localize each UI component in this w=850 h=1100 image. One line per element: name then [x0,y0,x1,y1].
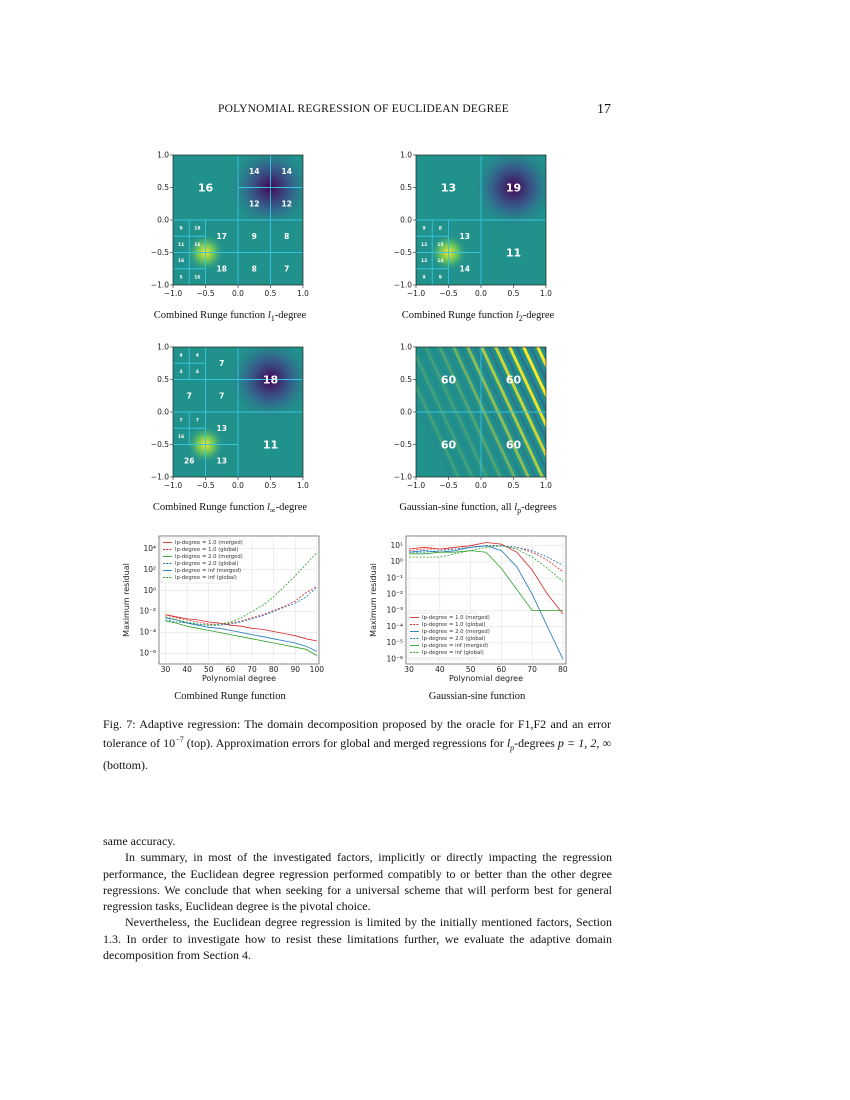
y-tick-label: 0.5 [400,183,412,193]
region-degree-label: 60 [505,438,522,452]
region-degree-label: 14 [281,166,292,176]
legend-entry: lp-degree = 1.0 (global) [175,547,239,553]
paragraph-limitations: Nevertheless, the Euclidean degree regression is limited by the initially mentioned factors, Section 1.3. In order to investigate how to resist these limitations further, we evaluate the adaptive domain decomposition from Section 4. [103,915,612,963]
y-tick-label: 0.0 [400,407,412,417]
x-tick-label: 0.5 [507,289,520,298]
region-degree-label: 7 [195,418,199,424]
x-tick-label: 50 [465,665,476,674]
y-tick-label: 10⁰ [390,557,403,567]
x-tick-label: 60 [225,665,236,674]
running-title: POLYNOMIAL REGRESSION OF EUCLIDEAN DEGREE [218,103,509,115]
region-degree-label: 12 [420,259,428,265]
x-tick-label: 100 [309,665,325,674]
x-tick-label: −1.0 [163,289,183,298]
region-degree-label: 14 [459,264,470,274]
region-degree-label: 60 [440,373,457,387]
x-tick-label: 0.5 [264,481,277,490]
y-tick-label: 0.0 [157,407,169,417]
y-tick-label: 10¹ [390,540,403,550]
y-tick-label: −0.5 [150,248,169,258]
paragraph-continuation: same accuracy. [103,834,176,848]
y-tick-label: −0.5 [393,440,412,450]
legend-entry: lp-degree = 1.0 (merged) [175,540,243,546]
x-tick-label: 60 [496,665,507,674]
region-degree-label: 9 [422,226,426,232]
heatmap-panel-l1 [140,145,320,300]
legend-entry: lp-degree = inf (global) [422,650,484,656]
body-text [103,833,612,963]
subcaption-linf: Combined Runge function $l_\infty$-degree [152,502,308,516]
y-tick-label: 1.0 [400,150,412,160]
region-degree-label: 7 [179,418,183,424]
region-degree-label: 11 [505,246,522,260]
stripe [547,337,617,487]
y-tick-label: 10⁰ [143,585,156,595]
region-degree-label: 5 [179,275,183,281]
legend-entry: lp-degree = 1.0 (merged) [422,615,490,621]
region-degree-label: 8 [438,226,442,232]
region-degree-label: 4 [195,369,199,375]
region-degree-label: 16 [194,242,201,248]
region-degree-label: 11 [262,438,279,452]
region-degree-label: 17 [216,231,227,241]
residual-chart-gaussian-sine-svg [362,530,577,688]
y-tick-label: 0.5 [400,375,412,385]
figure-label: Fig. 7: [103,717,136,731]
running-header [0,103,850,119]
x-tick-label: −1.0 [406,481,426,490]
legend-entry: lp-degree = 2.0 (global) [422,636,486,642]
region-degree-label: 4 [179,353,183,359]
heatmap-field [173,145,313,285]
x-tick-label: 80 [268,665,279,674]
region-degree-label: 11 [177,242,185,248]
x-tick-label: −0.5 [196,289,215,298]
region-degree-label: 60 [440,438,457,452]
y-tick-label: 10⁻³ [386,605,403,615]
region-degree-label: 16 [197,181,214,195]
region-degree-label: 9 [251,231,257,241]
subcaption-l2: Combined Runge function $l_2$-degree [401,310,555,324]
y-tick-label: 0.5 [157,183,169,193]
residual-chart-gaussian-sine [362,530,577,688]
heatmap-field [386,337,631,487]
y-tick-label: 10⁻⁵ [386,638,403,648]
x-tick-label: 80 [558,665,568,674]
y-tick-label: 10⁻⁴ [139,627,156,637]
region-degree-label: 13 [216,423,227,433]
y-tick-label: 10⁻² [139,606,156,616]
heatmap-panel-l2 [383,145,563,300]
residual-chart-runge-svg [115,530,330,688]
y-tick-label: 0.0 [157,215,169,225]
region-degree-label: 7 [219,391,225,401]
region-degree-label: 7 [219,358,225,368]
subcaption-gaussian-residual: Gaussian-sine function [428,691,526,702]
region-degree-label: 9 [438,275,442,281]
x-tick-label: 1.0 [297,481,309,490]
legend-entry: lp-degree = 2.0 (merged) [175,554,243,560]
x-tick-label: 30 [160,665,171,674]
y-tick-label: 10⁻⁶ [386,654,403,664]
region-degree-label: 9 [422,275,426,281]
x-tick-label: 1.0 [540,289,552,298]
paragraph-summary: In summary, in most of the investigated factors, implicitly or directly impacting the regression performance, the Euclidean degree regression performed compatibly to or better than the other degree regressions. We conclude that when seeking for a universal scheme that will perform best for general regression tasks, Euclidean degree is the pivotal choice. [103,850,612,914]
x-tick-label: 30 [404,665,414,674]
y-axis-label: Maximum residual [122,563,131,637]
region-degree-label: 15 [437,242,444,248]
x-tick-label: 1.0 [297,289,309,298]
region-degree-label: 8 [251,264,257,274]
x-tick-label: 40 [435,665,445,674]
x-axis-label: Polynomial degree [201,674,277,683]
x-tick-label: 0.0 [232,289,244,298]
legend-entry: lp-degree = inf (global) [175,575,237,581]
legend-entry: lp-degree = 1.0 (global) [422,622,486,628]
region-degree-label: 13 [459,231,470,241]
region-degree-label: 13 [440,181,457,195]
region-degree-label: 19 [505,181,522,195]
heatmap-panel-linf [140,337,320,492]
region-degree-label: 7 [284,264,290,274]
y-tick-label: 10⁻⁶ [139,648,156,658]
x-tick-label: 0.5 [507,481,520,490]
region-degree-label: 60 [505,373,522,387]
legend-entry: lp-degree = 2.0 (merged) [422,629,490,635]
y-tick-label: 10⁻² [386,589,403,599]
y-tick-label: −1.0 [393,472,412,482]
region-degree-label: 18 [216,264,227,274]
x-tick-label: −1.0 [163,481,183,490]
heatmap-gaussian-sine-figure [383,337,563,492]
x-tick-label: 0.0 [475,289,487,298]
y-tick-label: −1.0 [393,280,412,290]
legend-entry: lp-degree = inf (merged) [175,568,242,574]
region-degree-label: 8 [284,231,290,241]
region-degree-label: 7 [186,391,192,401]
x-tick-label: 70 [527,665,537,674]
region-degree-label: 18 [262,373,279,387]
stripe [540,337,610,487]
y-tick-label: −1.0 [150,472,169,482]
region-degree-label: 16 [194,275,201,281]
subcaption-runge-residual: Combined Runge function [174,691,286,702]
x-tick-label: 40 [182,665,192,674]
x-tick-label: −1.0 [406,289,426,298]
x-axis-label: Polynomial degree [448,674,524,683]
heatmap-l1-figure [140,145,320,300]
x-tick-label: 70 [247,665,257,674]
region-degree-label: 9 [179,226,183,232]
stripe [561,337,631,487]
region-degree-label: 12 [281,199,292,209]
region-degree-label: 14 [249,166,260,176]
legend-entry: lp-degree = inf (merged) [422,643,489,649]
region-degree-label: 16 [177,259,185,265]
y-tick-label: 1.0 [400,342,412,352]
region-degree-label: 12 [420,242,428,248]
heatmap-l2-figure [383,145,563,300]
figure-caption: Fig. 7: Adaptive regression: The domain decomposition proposed by the oracle for F1,F2 and an error tolerance of $10^{-7}$ (top). Approximation errors for global and merged regressions for $l_p$-degrees p = 1, 2, ∞ (bottom). [103,717,612,772]
region-degree-label: 14 [437,259,444,265]
x-tick-label: 0.5 [264,289,277,298]
x-tick-label: −0.5 [439,481,458,490]
y-tick-label: 1.0 [157,342,169,352]
y-tick-label: −0.5 [150,440,169,450]
y-tick-label: 1.0 [157,150,169,160]
y-tick-label: 0.5 [157,375,169,385]
x-tick-label: 50 [203,665,214,674]
region-degree-label: 4 [179,369,183,375]
x-tick-label: 90 [290,665,300,674]
region-degree-label: 18 [194,226,201,232]
y-tick-label: 10² [143,564,156,574]
x-tick-label: 0.0 [232,481,244,490]
x-tick-label: −0.5 [439,289,458,298]
page-number: 17 [597,102,611,117]
x-tick-label: −0.5 [196,481,215,490]
region-degree-label: 4 [195,353,199,359]
subcaption-gaussian-sine: Gaussian-sine function, all $l_p$-degrees [399,502,557,516]
region-degree-label: 13 [216,456,227,466]
y-tick-label: 10⁴ [143,543,156,553]
y-tick-label: −1.0 [150,280,169,290]
y-tick-label: 0.0 [400,215,412,225]
x-tick-label: 1.0 [540,481,552,490]
y-axis-label: Maximum residual [369,563,378,637]
y-tick-label: −0.5 [393,248,412,258]
y-tick-label: 10⁻⁴ [386,621,403,631]
residual-chart-runge [115,530,330,688]
region-degree-label: 12 [249,199,260,209]
heatmap-linf-figure [140,337,320,492]
region-degree-label: 26 [184,456,195,466]
subcaption-l1: Combined Runge function $l_1$-degree [153,310,307,324]
stripe [554,337,624,487]
x-tick-label: 0.0 [475,481,487,490]
legend-entry: lp-degree = 2.0 (global) [175,561,239,567]
y-tick-label: 10⁻¹ [386,573,403,583]
heatmap-panel-gaussian-sine [383,337,563,492]
region-degree-label: 16 [177,434,185,440]
